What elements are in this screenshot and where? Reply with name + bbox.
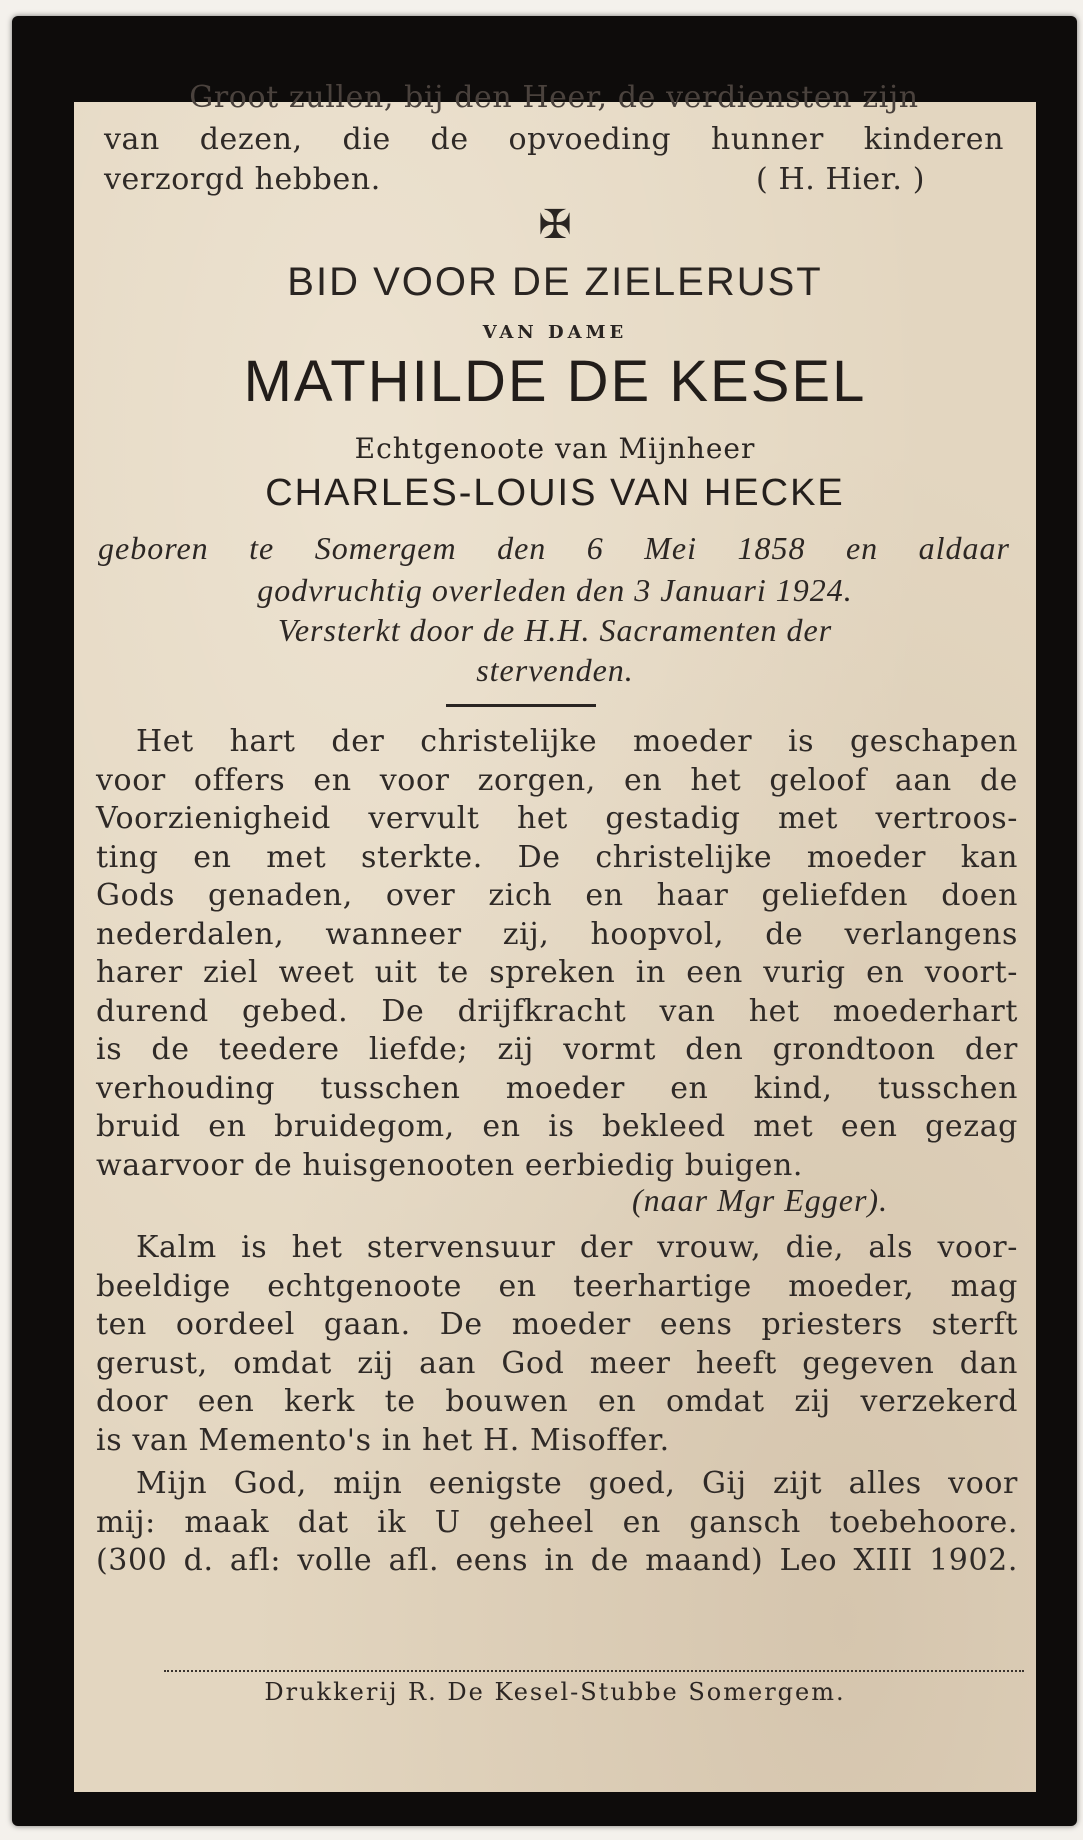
paragraph1-line: verhouding tusschen moeder en kind, tusschen — [96, 1070, 1018, 1106]
paragraph2-line: gerust, omdat zij aan God meer heeft gegeven dan — [96, 1345, 1018, 1381]
sacraments-line: Versterkt door de H.H. Sacramenten der — [277, 612, 833, 648]
printer-divider — [164, 1670, 1024, 1672]
prayer-heading: BID VOOR DE ZIELERUST — [287, 260, 823, 304]
birth-death-line-2: godvruchtig overleden den 3 Januari 1924. — [257, 572, 853, 608]
paragraph1-line: Gods genaden, over zich en haar geliefden doen — [96, 878, 1018, 913]
spouse-name: CHARLES-LOUIS VAN HECKE — [265, 472, 845, 514]
paragraph1-line: Het hart der christelijke moeder is geschapen — [136, 724, 1018, 759]
paragraph2-line: beeldige echtgenoote en teerhartige moeder, mag — [96, 1268, 1018, 1304]
birth-death-line-1: geboren te Somergem den 6 Mei 1858 en aldaar — [98, 530, 1010, 566]
paragraph2-line: Kalm is het stervensuur der vrouw, die, als voor- — [136, 1230, 1018, 1265]
printer-imprint: Drukkerij R. De Kesel-Stubbe Somergem. — [264, 1678, 846, 1706]
paragraph1-line: waarvoor de huisgenooten eerbiedig buigen. — [96, 1147, 804, 1183]
paragraph1-line: durend gebed. De drijfkracht van het moederhart — [96, 993, 1018, 1029]
prayer-line: mij: maak dat ik U geheel en gansch toebehoore. — [96, 1504, 1018, 1540]
epigraph-line-3-left: verzorgd hebben. — [104, 162, 381, 197]
cross-icon: ✠ — [538, 202, 572, 248]
paragraph1-line: bruid en bruidegom, en is bekleed met een gezag — [96, 1109, 1018, 1144]
paragraph1-line: nederdalen, wanneer zij, hoopvol, de verlangens — [96, 916, 1018, 952]
deceased-name: MATHILDE DE KESEL — [243, 349, 867, 414]
paragraph1-line: ting en met sterkte. De christelijke moeder kan — [96, 839, 1018, 875]
spouse-intro: Echtgenoote van Mijnheer — [354, 432, 756, 465]
paragraph1-line: voor offers en voor zorgen, en het geloof aan de — [96, 762, 1018, 798]
memorial-card-paper — [74, 80, 1036, 1792]
paragraph1-line: Voorzienigheid vervult het gestadig met vertroos- — [96, 801, 1018, 836]
paragraph1-line: harer ziel weet uit te spreken in een vurig en voort- — [96, 955, 1018, 990]
epigraph-source: ( H. Hier. ) — [756, 162, 926, 197]
memorial-card-border — [12, 16, 1077, 1826]
quote-attribution: (naar Mgr Egger). — [632, 1182, 889, 1218]
paragraph2-line: is van Memento's in het H. Misoffer. — [96, 1422, 670, 1458]
van-dame-label: VAN DAME — [482, 322, 628, 343]
prayer-line: Mijn God, mijn eenigste goed, Gij zijt alles voor — [136, 1466, 1018, 1501]
epigraph-line-2: van dezen, die de opvoeding hunner kinderen — [104, 122, 1004, 157]
paragraph2-line: door een kerk te bouwen en omdat zij verzekerd — [96, 1384, 1018, 1419]
prayer-line: (300 d. afl: volle afl. eens in de maand) Leo XIII 1902. — [96, 1543, 1018, 1578]
paragraph1-line: is de teedere liefde; zij vormt den grondtoon der — [96, 1032, 1018, 1067]
sacraments-line-2: stervenden. — [476, 652, 634, 688]
epigraph-line-1: Groot zullen, bij den Heer, de verdiensten zijn — [189, 80, 919, 115]
paragraph2-line: ten oordeel gaan. De moeder eens priesters sterft — [96, 1307, 1018, 1342]
section-divider — [446, 704, 596, 707]
